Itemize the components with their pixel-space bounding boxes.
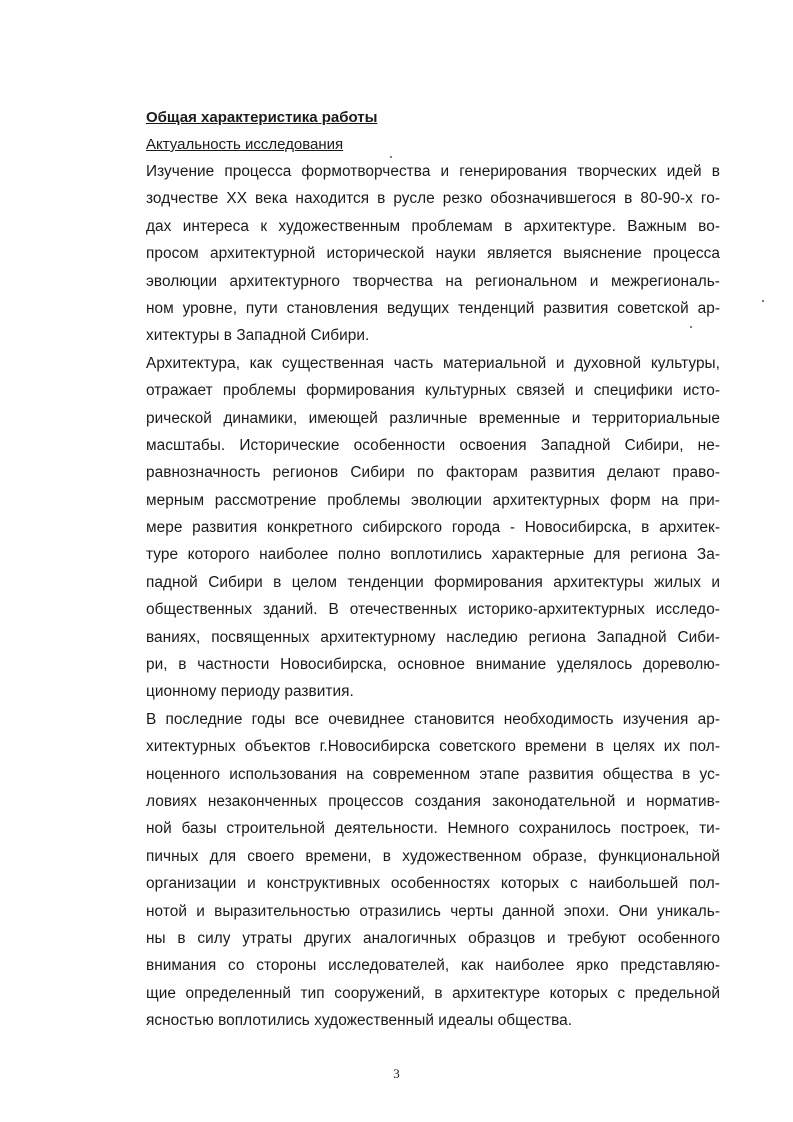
paragraph xyxy=(146,350,720,706)
text-line: ционному периоду развития. xyxy=(146,683,354,701)
paragraphs-container xyxy=(146,158,720,1035)
text-line: мерным рассмотрение проблемы эволюции архитектурных форм на при- xyxy=(146,491,720,509)
text-line: хитектуры в Западной Сибири. xyxy=(146,327,370,345)
text-line: ясностью воплотились художественный идеалы общества. xyxy=(146,1012,573,1030)
paragraph xyxy=(146,158,720,350)
section-heading: Общая характеристика работы xyxy=(146,109,378,126)
text-line: падной Сибири в целом тенденции формирования архитектуры жилых и xyxy=(146,573,720,591)
text-line: отражает проблемы формирования культурных связей и специфики исто- xyxy=(146,382,720,400)
text-line: пичных для своего времени, в художественном образе, функциональной xyxy=(146,847,720,865)
document-body xyxy=(146,104,720,1035)
text-line: Архитектура, как существенная часть материальной и духовной культуры, xyxy=(146,354,720,372)
text-line: ном уровне, пути становления ведущих тенденций развития советской ар- xyxy=(146,299,720,317)
text-line: эволюции архитектурного творчества на региональном и межрегиональ- xyxy=(146,272,720,290)
text-line: организации и конструктивных особенностях которых с наибольшей пол- xyxy=(146,875,720,893)
text-line: ны в силу утраты других аналогичных образцов и требуют особенного xyxy=(146,929,720,947)
text-line: внимания со стороны исследователей, как наиболее ярко представляю- xyxy=(146,957,720,975)
text-line: хитектурных объектов г.Новосибирска советского времени в целях их пол- xyxy=(146,738,720,756)
text-line: дах интереса к художественным проблемам в архитектуре. Важным во- xyxy=(146,217,720,235)
text-line: общественных зданий. В отечественных историко-архитектурных исследо- xyxy=(146,601,720,619)
text-line: мере развития конкретного сибирского города - Новосибирска, в архитек- xyxy=(146,519,720,537)
text-line: ной базы строительной деятельности. Немного сохранилось построек, ти- xyxy=(146,820,720,838)
scan-speck xyxy=(390,156,392,158)
scan-speck xyxy=(762,300,764,302)
text-line: щие определенный тип сооружений, в архитектуре которых с предельной xyxy=(146,984,720,1002)
paragraph xyxy=(146,706,720,1035)
subsection-heading: Актуальность исследования xyxy=(146,136,344,153)
text-line: рической динамики, имеющей различные временные и территориальные xyxy=(146,409,720,427)
text-line: ловиях незаконченных процессов создания законодательной и норматив- xyxy=(146,792,720,810)
text-line: зодчестве XX века находится в русле резко обозначившегося в 80-90-х го- xyxy=(146,190,720,208)
text-line: ри, в частности Новосибирска, основное внимание уделялось дореволю- xyxy=(146,656,720,674)
text-line: туре которого наиболее полно воплотились характерные для региона За- xyxy=(146,546,720,564)
text-line: нотой и выразительностью отразились черты данной эпохи. Они уникаль- xyxy=(146,902,720,920)
text-line: ваниях, посвященных архитектурному наследию региона Западной Сиби- xyxy=(146,628,720,646)
page-number: 3 xyxy=(393,1066,400,1081)
text-line: Изучение процесса формотворчества и генерирования творческих идей в xyxy=(146,163,720,180)
text-line: ноценного использования на современном этапе развития общества в ус- xyxy=(146,765,720,783)
text-line: масштабы. Исторические особенности освоения Западной Сибири, не- xyxy=(146,436,720,454)
text-line: равнозначность регионов Сибири по факторам развития делают право- xyxy=(146,464,720,482)
text-line: просом архитектурной исторической науки является выяснение процесса xyxy=(146,245,720,263)
text-line: В последние годы все очевиднее становится необходимость изучения ар- xyxy=(146,710,720,728)
scan-speck xyxy=(690,326,692,328)
